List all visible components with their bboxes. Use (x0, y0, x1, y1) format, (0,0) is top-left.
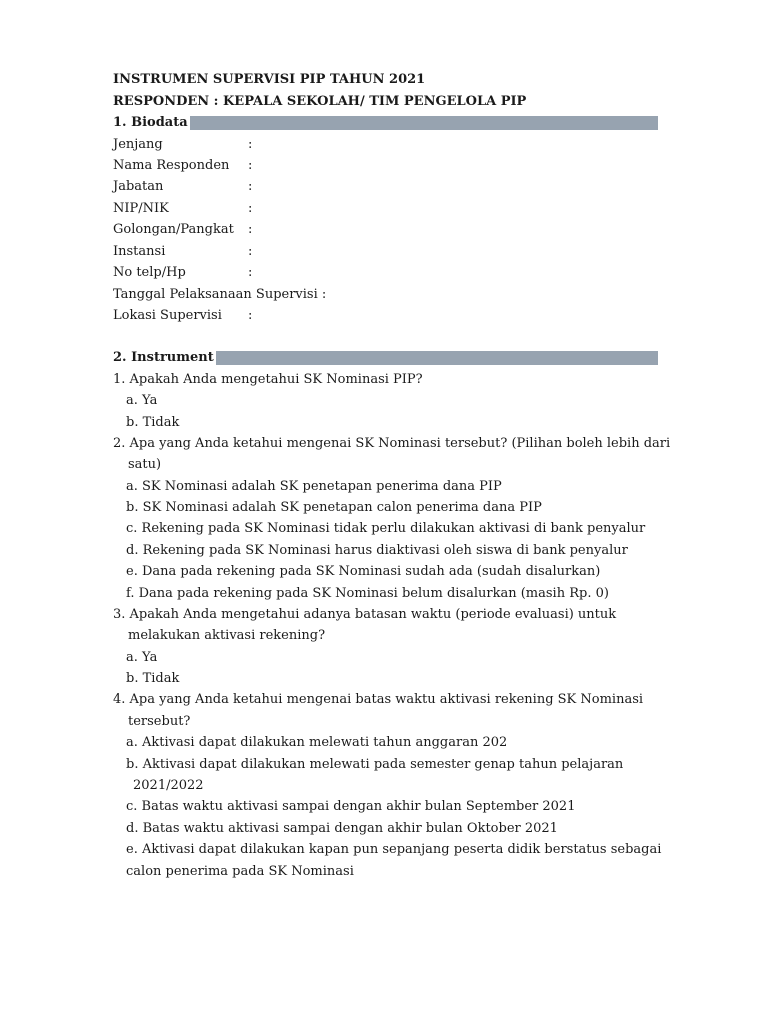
question-4-option-e: e. Aktivasi dapat dilakukan kapan pun sepanjang peserta didik berstatus sebagai (126, 842, 662, 857)
biodata-field-tanggal-supervisi: Tanggal Pelaksanaan Supervisi : (113, 287, 327, 302)
field-label: Golongan/Pangkat (113, 222, 234, 237)
document-title: INSTRUMEN SUPERVISI PIP TAHUN 2021 (113, 72, 426, 87)
biodata-field-no-telp (113, 264, 658, 282)
biodata-field-instansi (113, 243, 658, 261)
section-heading-instrument: 2. Instrument (113, 350, 214, 365)
question-2-option-f: f. Dana pada rekening pada SK Nominasi belum disalurkan (masih Rp. 0) (126, 586, 609, 601)
biodata-field-nip-nik (113, 200, 658, 218)
section-heading-bar-instrument (113, 351, 658, 365)
section-heading-biodata: 1. Biodata (113, 115, 188, 130)
field-label: Jabatan (113, 179, 164, 194)
question-4-option-d: d. Batas waktu aktivasi sampai dengan akhir bulan Oktober 2021 (126, 821, 558, 836)
question-4-continued: tersebut? (128, 714, 191, 729)
field-label: Lokasi Supervisi (113, 308, 222, 323)
field-colon: : (248, 222, 253, 237)
field-colon: : (248, 179, 253, 194)
question-1-option-a: a. Ya (126, 393, 158, 408)
question-4-option-a: a. Aktivasi dapat dilakukan melewati tahun anggaran 202 (126, 735, 508, 750)
field-colon: : (248, 265, 253, 280)
question-2-option-c: c. Rekening pada SK Nominasi tidak perlu dilakukan aktivasi di bank penyalur (126, 521, 646, 536)
question-3-continued: melakukan aktivasi rekening? (128, 628, 326, 643)
question-4-option-e-continued: calon penerima pada SK Nominasi (126, 864, 354, 879)
field-colon: : (248, 158, 253, 173)
question-4: 4. Apa yang Anda ketahui mengenai batas waktu aktivasi rekening SK Nominasi (113, 692, 644, 707)
field-label: No telp/Hp (113, 265, 186, 280)
question-1: 1. Apakah Anda mengetahui SK Nominasi PIP? (113, 372, 423, 387)
question-3-option-a: a. Ya (126, 650, 158, 665)
field-label: Nama Responden (113, 158, 230, 173)
question-2-continued: satu) (128, 457, 162, 472)
respondent-line: RESPONDEN : KEPALA SEKOLAH/ TIM PENGELOLA PIP (113, 94, 527, 109)
field-label: Instansi (113, 244, 166, 259)
biodata-field-nama-responden (113, 157, 658, 175)
biodata-field-lokasi-supervisi (113, 307, 658, 325)
question-1-option-b: b. Tidak (126, 415, 180, 430)
question-4-option-c: c. Batas waktu aktivasi sampai dengan akhir bulan September 2021 (126, 799, 576, 814)
biodata-field-jabatan (113, 178, 658, 196)
biodata-field-golongan-pangkat (113, 221, 658, 239)
question-3-option-b: b. Tidak (126, 671, 180, 686)
field-colon: : (248, 308, 253, 323)
biodata-field-jenjang (113, 136, 658, 154)
question-3: 3. Apakah Anda mengetahui adanya batasan waktu (periode evaluasi) untuk (113, 607, 617, 622)
question-2-option-e: e. Dana pada rekening pada SK Nominasi sudah ada (sudah disalurkan) (126, 564, 601, 579)
field-label: Jenjang (113, 137, 163, 152)
question-4-option-b-continued: 2021/2022 (133, 778, 204, 793)
field-colon: : (248, 244, 253, 259)
field-label: NIP/NIK (113, 201, 169, 216)
question-2-option-a: a. SK Nominasi adalah SK penetapan penerima dana PIP (126, 479, 502, 494)
question-2-option-d: d. Rekening pada SK Nominasi harus diaktivasi oleh siswa di bank penyalur (126, 543, 628, 558)
field-colon: : (248, 137, 253, 152)
field-colon: : (248, 201, 253, 216)
question-2: 2. Apa yang Anda ketahui mengenai SK Nominasi tersebut? (Pilihan boleh lebih dari (113, 436, 671, 451)
question-4-option-b: b. Aktivasi dapat dilakukan melewati pada semester genap tahun pelajaran (126, 757, 624, 772)
question-2-option-b: b. SK Nominasi adalah SK penetapan calon penerima dana PIP (126, 500, 542, 515)
section-heading-bar-biodata (113, 116, 658, 130)
